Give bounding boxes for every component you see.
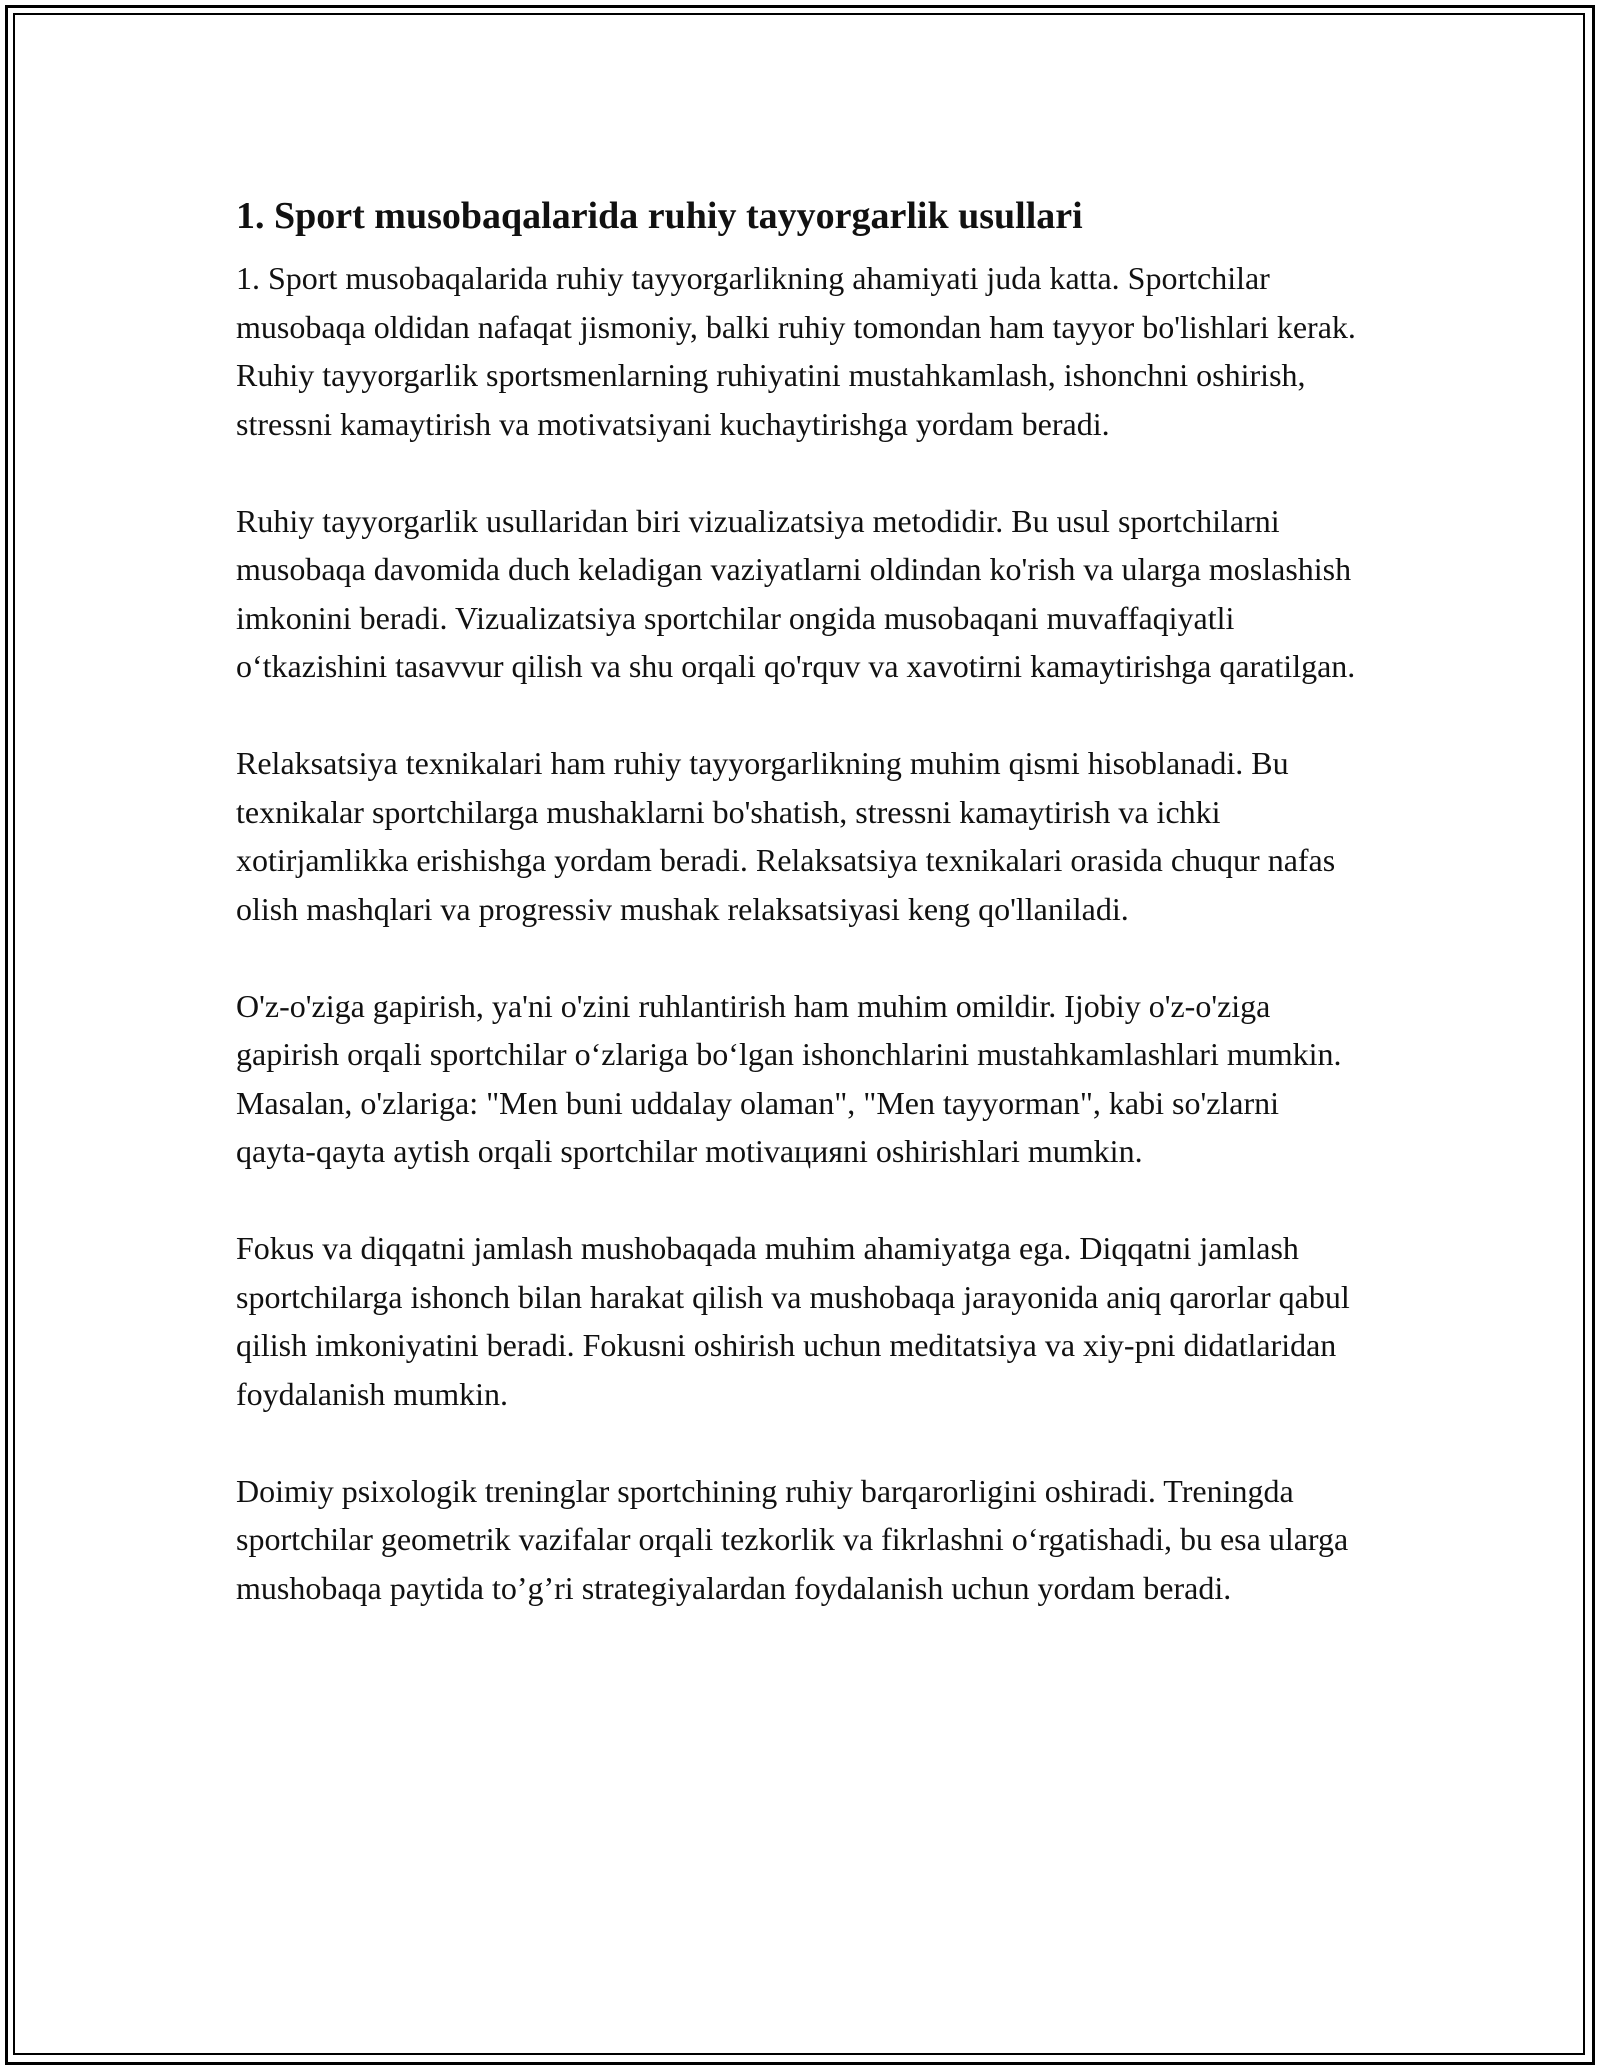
document-title: 1. Sport musobaqalarida ruhiy tayyorgarlik usullari bbox=[236, 195, 1083, 237]
paragraph-importance: 1. Sport musobaqalarida ruhiy tayyorgarlikning ahamiyati juda katta. Sportchilar musobaqa oldidan nafaqat jismoniy, balki ruhiy tomondan ham tayyor bo'lishlari kerak. Ruhiy tayyorgarlik sportsmenlarning ruhiyatini mustahkamlash, ishonchni oshirish, stressni kamaytirish va motivatsiyani kuchaytirishga yordam beradi. bbox=[236, 260, 1356, 442]
paragraph-visualization: Ruhiy tayyorgarlik usullaridan biri vizualizatsiya metodidir. Bu usul sportchilarni musobaqa davomida duch keladigan vaziyatlarni oldindan ko'rish va ularga moslashish imkonini beradi. Vizualizatsiya sportchilar ongida musobaqani muvaffaqiyatli oʻtkazishini tasavvur qilish va shu orqali qo'rquv va xavotirni kamaytirishga qaratilgan. bbox=[236, 502, 1356, 684]
paragraph-training: Doimiy psixologik treninglar sportchining ruhiy barqarorligini oshiradi. Treningda sportchilar geometrik vazifalar orqali tezkorlik va fikrlashni oʻrgatishadi, bu esa ularga mushobaqa paytida to’g’ri strategiyalardan foydalanish uchun yordam beradi. bbox=[236, 1472, 1349, 1606]
paragraph-focus: Fokus va diqqatni jamlash mushobaqada muhim ahamiyatga ega. Diqqatni jamlash sportchilarga ishonch bilan harakat qilish va mushobaqa jarayonida aniq qarorlar qabul qilish imkoniyatini beradi. Fokusni oshirish uchun meditatsiya va xiy-pni didatlaridan foydalanish mumkin. bbox=[236, 1230, 1350, 1412]
document-body bbox=[236, 188, 1366, 1661]
paragraph-relaxation: Relaksatsiya texnikalari ham ruhiy tayyorgarlikning muhim qismi hisoblanadi. Bu texnikalar sportchilarga mushaklarni bo'shatish, stressni kamaytirish va ichki xotirjamlikka erishishga yordam beradi. Relaksatsiya texnikalari orasida chuqur nafas olish mashqlari va progressiv mushak relaksatsiyasi keng qo'llaniladi. bbox=[236, 745, 1336, 927]
paragraph-self-talk: O'z-o'ziga gapirish, ya'ni o'zini ruhlantirish ham muhim omildir. Ijobiy o'z-o'ziga gapirish orqali sportchilar oʻzlariga boʻlgan ishonchlarini mustahkamlashlari mumkin. Masalan, o'zlariga: "Men buni uddalay olaman", "Men tayyorman", kabi so'zlarni qayta-qayta aytish orqali sportchilar motivацияni oshirishlari mumkin. bbox=[236, 987, 1342, 1169]
